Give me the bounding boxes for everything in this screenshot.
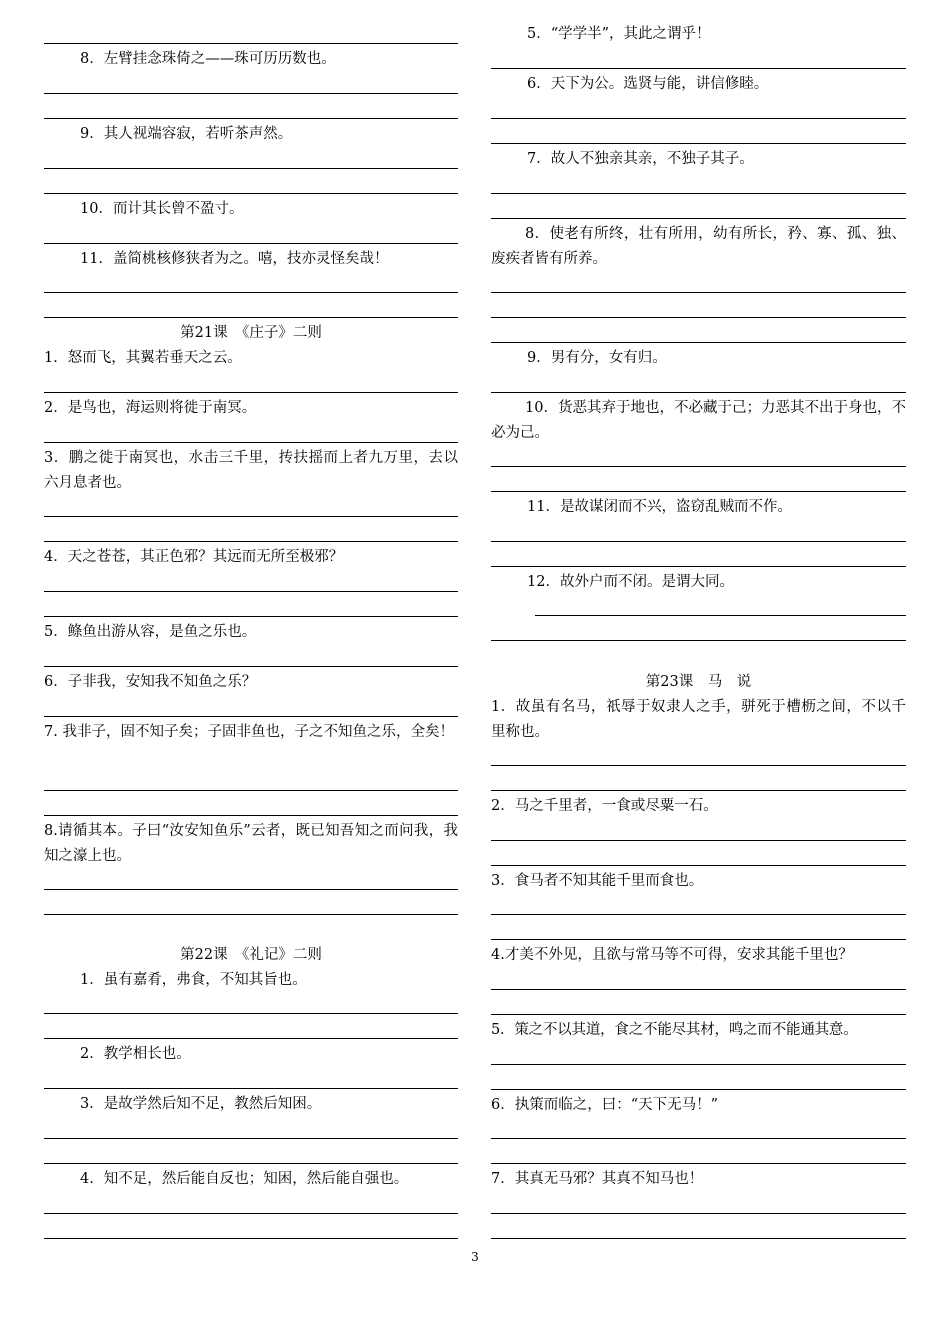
answer-line — [44, 716, 458, 717]
answer-line — [44, 1238, 458, 1239]
exercise-text: 7．其真无马邪？其真不知马也！ — [491, 1171, 704, 1187]
exercise-text: 2．马之千里者，一食或尽粟一石。 — [491, 798, 718, 814]
answer-line — [491, 218, 906, 219]
answer-line — [44, 1213, 458, 1214]
answer-line — [491, 640, 906, 641]
exercise-text: 9．男有分，女有归。 — [527, 350, 667, 366]
answer-line — [491, 1213, 906, 1214]
answer-line — [491, 914, 906, 915]
answer-line — [491, 865, 906, 866]
answer-line — [491, 1238, 906, 1239]
exercise-text: 6．执策而临之，曰：“天下无马！” — [491, 1097, 719, 1113]
answer-line — [491, 317, 906, 318]
exercise-text: 9．其人视端容寂，若听茶声然。 — [80, 126, 293, 142]
answer-line — [491, 840, 906, 841]
answer-line — [44, 118, 458, 119]
answer-line — [491, 118, 906, 119]
answer-line — [491, 392, 906, 393]
exercise-text: 10．而计其长曾不盈寸。 — [80, 201, 244, 217]
answer-line — [44, 93, 458, 94]
exercise-text: 12．故外户而不闭。是谓大同。 — [527, 574, 734, 590]
answer-line — [44, 168, 458, 169]
answer-line — [44, 43, 458, 44]
answer-line — [44, 541, 458, 542]
answer-line — [44, 442, 458, 443]
answer-line — [491, 68, 906, 69]
answer-line — [491, 466, 906, 467]
answer-line — [491, 342, 906, 343]
answer-line — [44, 1088, 458, 1089]
exercise-text: 3．鹏之徙于南冥也，水击三千里，抟扶摇而上者九万里，去以六月息者也。 — [44, 450, 458, 491]
answer-line — [44, 1013, 458, 1014]
answer-line — [491, 566, 906, 567]
answer-line — [535, 615, 906, 616]
exercise-text: 4.才美不外见，且欲与常马等不可得，安求其能千里也？ — [491, 947, 853, 963]
answer-line — [44, 317, 458, 318]
answer-line — [44, 392, 458, 393]
exercise-text: 6．子非我，安知我不知鱼之乐？ — [44, 674, 257, 690]
answer-line — [44, 1138, 458, 1139]
answer-line — [491, 1014, 906, 1015]
answer-line — [491, 1163, 906, 1164]
answer-line — [491, 491, 906, 492]
answer-line — [491, 193, 906, 194]
exercise-text: 4．天之苍苍，其正色邪？其远而无所至极邪？ — [44, 549, 344, 565]
answer-line — [44, 790, 458, 791]
exercise-text: 1．虽有嘉肴，弗食，不知其旨也。 — [80, 972, 307, 988]
exercise-text: 1．故虽有名马，祇辱于奴隶人之手，骈死于槽枥之间，不以千里称也。 — [491, 699, 906, 740]
exercise-text: 8．左臂挂念珠倚之——珠可历历数也。 — [80, 51, 336, 67]
answer-line — [44, 1038, 458, 1039]
exercise-text: 5．鲦鱼出游从容，是鱼之乐也。 — [44, 624, 257, 640]
answer-line — [491, 1064, 906, 1065]
exercise-text: 10．货恶其弃于地也，不必藏于己；力恶其不出于身也，不必为己。 — [491, 400, 906, 441]
exercise-text: 11．盖简桃核修狭者为之。嘻，技亦灵怪矣哉！ — [80, 251, 389, 267]
exercise-text: 8.请循其本。子曰“汝安知鱼乐”云者，既已知吾知之而问我，我知之濠上也。 — [44, 823, 458, 864]
answer-line — [44, 889, 458, 890]
answer-line — [44, 243, 458, 244]
lesson-title: 第23课 马 说 — [645, 674, 752, 690]
exercise-text: 5．“学学半”，其此之谓乎！ — [527, 26, 711, 42]
answer-line — [44, 591, 458, 592]
page-number: 3 — [471, 1250, 479, 1264]
exercise-text: 2．是鸟也，海运则将徙于南冥。 — [44, 400, 257, 416]
answer-line — [491, 292, 906, 293]
exercise-text: 7．故人不独亲其亲，不独子其子。 — [527, 151, 754, 167]
answer-line — [491, 939, 906, 940]
answer-line — [491, 790, 906, 791]
exercise-text: 3．是故学然后知不足，教然后知困。 — [80, 1096, 322, 1112]
answer-line — [44, 1163, 458, 1164]
exercise-text: 1．怒而飞，其翼若垂天之云。 — [44, 350, 242, 366]
exercise-text: 4．知不足，然后能自反也；知困，然后能自强也。 — [80, 1171, 409, 1187]
answer-line — [44, 914, 458, 915]
answer-line — [44, 616, 458, 617]
answer-line — [44, 666, 458, 667]
exercise-text: 5．策之不以其道，食之不能尽其材，鸣之而不能通其意。 — [491, 1022, 858, 1038]
answer-line — [491, 1089, 906, 1090]
answer-line — [491, 541, 906, 542]
exercise-text: 11．是故谋闭而不兴，盗窃乱贼而不作。 — [527, 499, 792, 515]
exercise-text: 7. 我非子，固不知子矣；子固非鱼也，子之不知鱼之乐，全矣！ — [44, 724, 454, 740]
answer-line — [44, 193, 458, 194]
exercise-text: 8．使老有所终，壮有所用，幼有所长，矜、寡、孤、独、废疾者皆有所养。 — [491, 226, 906, 267]
lesson-title: 第21课 《庄子》二则 — [180, 325, 322, 341]
answer-line — [491, 765, 906, 766]
answer-line — [44, 516, 458, 517]
lesson-title: 第22课 《礼记》二则 — [180, 947, 322, 963]
exercise-text: 6．天下为公。选贤与能，讲信修睦。 — [527, 76, 769, 92]
answer-line — [44, 815, 458, 816]
exercise-text: 2．教学相长也。 — [80, 1046, 191, 1062]
exercise-text: 3．食马者不知其能千里而食也。 — [491, 873, 704, 889]
answer-line — [491, 989, 906, 990]
answer-line — [491, 143, 906, 144]
answer-line — [44, 292, 458, 293]
answer-line — [491, 1138, 906, 1139]
